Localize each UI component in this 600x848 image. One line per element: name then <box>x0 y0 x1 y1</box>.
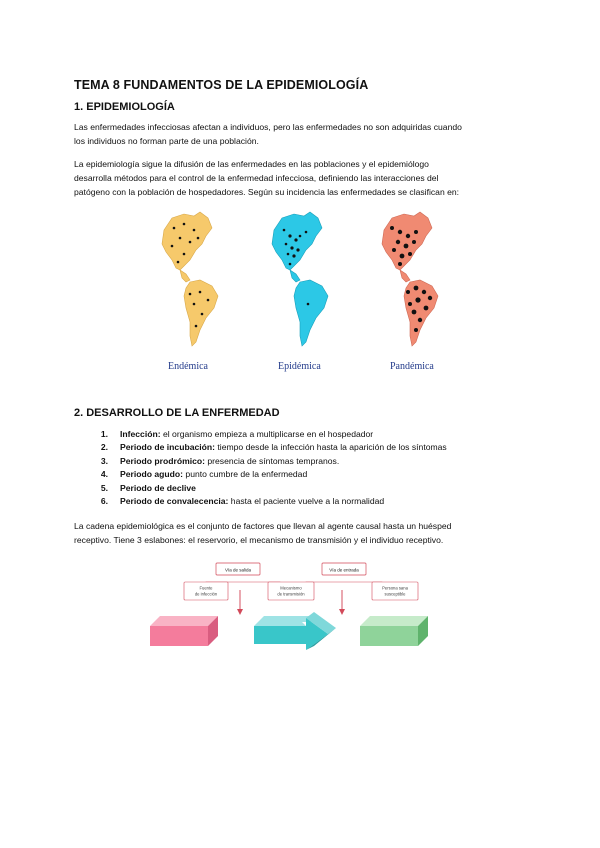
text-line: receptivo. Tiene 3 eslabones: el reservorio, el mecanismo de transmisión y el individuo receptivo. <box>74 535 444 545</box>
mechanism-label-line1: Mecanismo <box>280 585 302 591</box>
item-number: 1. <box>100 429 108 439</box>
text-line: patógeno con la población de hospedadores. Según su incidencia las enfermedades se clasifican en: <box>74 187 460 197</box>
mechanism-arrow-block <box>254 612 336 650</box>
caption-endemic: Endémica <box>168 361 208 372</box>
item-term: Infección: <box>120 429 161 439</box>
item-desc: presencia de síntomas tempranos. <box>205 455 340 466</box>
text-line: La cadena epidemiológica es el conjunto de factores que llevan al agente causal hasta un huésped <box>74 521 452 531</box>
list-item <box>74 468 534 481</box>
exit-arrowhead <box>237 609 243 615</box>
text-line: Las enfermedades infecciosas afectan a individuos, pero las enfermedades no son adquiridas cuando <box>74 122 462 132</box>
entry-arrowhead <box>339 609 345 615</box>
text-line: La epidemiología sigue la difusión de las enfermedades en las poblaciones y el epidemiólogo <box>74 159 429 169</box>
text-line: desarrolla métodos para el control de la enfermedad infecciosa, definiendo las interacciones del <box>74 173 439 183</box>
caption-epidemic: Epidémica <box>278 361 321 372</box>
item-number: 4. <box>100 469 108 480</box>
person-label-line1: Persona sana <box>382 585 408 591</box>
title-text: FUNDAMENTOS DE LA EPIDEMIOLOGÍA <box>119 78 369 92</box>
source-block <box>150 616 218 646</box>
person-block <box>360 616 428 646</box>
source-label-line1: Fuente <box>199 585 213 591</box>
item-number: 5. <box>100 482 108 493</box>
item-term: Periodo prodrómico: <box>120 455 205 466</box>
item-desc: punto cumbre de la enfermedad <box>183 469 308 480</box>
paragraph-epidemiology <box>74 157 534 199</box>
epidemic-map <box>272 212 328 346</box>
item-desc: tiempo desde la infección hasta la aparición de los síntomas <box>215 442 447 453</box>
incidence-maps-figure <box>150 208 470 378</box>
disease-phases-list <box>74 428 534 508</box>
item-number: 3. <box>100 455 108 466</box>
item-desc: hasta el paciente vuelve a la normalidad <box>228 496 385 507</box>
list-item <box>74 495 534 508</box>
page-title <box>74 78 368 92</box>
title-number: TEMA 8 <box>74 78 120 92</box>
entry-label: Vía de entrada <box>329 567 359 573</box>
list-item <box>74 441 534 454</box>
item-term: Periodo de convalecencia: <box>120 496 229 507</box>
pandemic-map <box>382 212 438 346</box>
epidemiological-chain-diagram <box>146 560 446 660</box>
section-heading-epidemiologia: 1. EPIDEMIOLOGÍA <box>74 101 175 113</box>
person-label-line2: susceptible <box>384 591 406 597</box>
maps-illustration <box>150 208 470 358</box>
caption-pandemic: Pandémica <box>390 361 434 372</box>
list-item <box>74 482 534 495</box>
paragraph-intro <box>74 120 534 148</box>
item-desc: el organismo empieza a multiplicarse en el hospedador <box>160 429 374 439</box>
endemic-map <box>162 212 218 346</box>
text-line: los individuos no forman parte de una población. <box>74 136 259 146</box>
paragraph-chain <box>74 519 534 547</box>
exit-label: Vía de salida <box>224 567 252 573</box>
list-item <box>74 428 534 441</box>
item-term: Periodo de incubación: <box>120 442 216 453</box>
item-number: 6. <box>100 496 108 507</box>
item-term: Periodo de declive <box>120 482 196 493</box>
section-heading-desarrollo: 2. DESARROLLO DE LA ENFERMEDAD <box>74 407 280 419</box>
mechanism-label-line2: de transmisión <box>277 591 305 597</box>
list-item <box>74 455 534 468</box>
source-label-line2: de infección <box>194 591 218 597</box>
item-number: 2. <box>100 442 108 453</box>
item-term: Periodo agudo: <box>120 469 184 480</box>
